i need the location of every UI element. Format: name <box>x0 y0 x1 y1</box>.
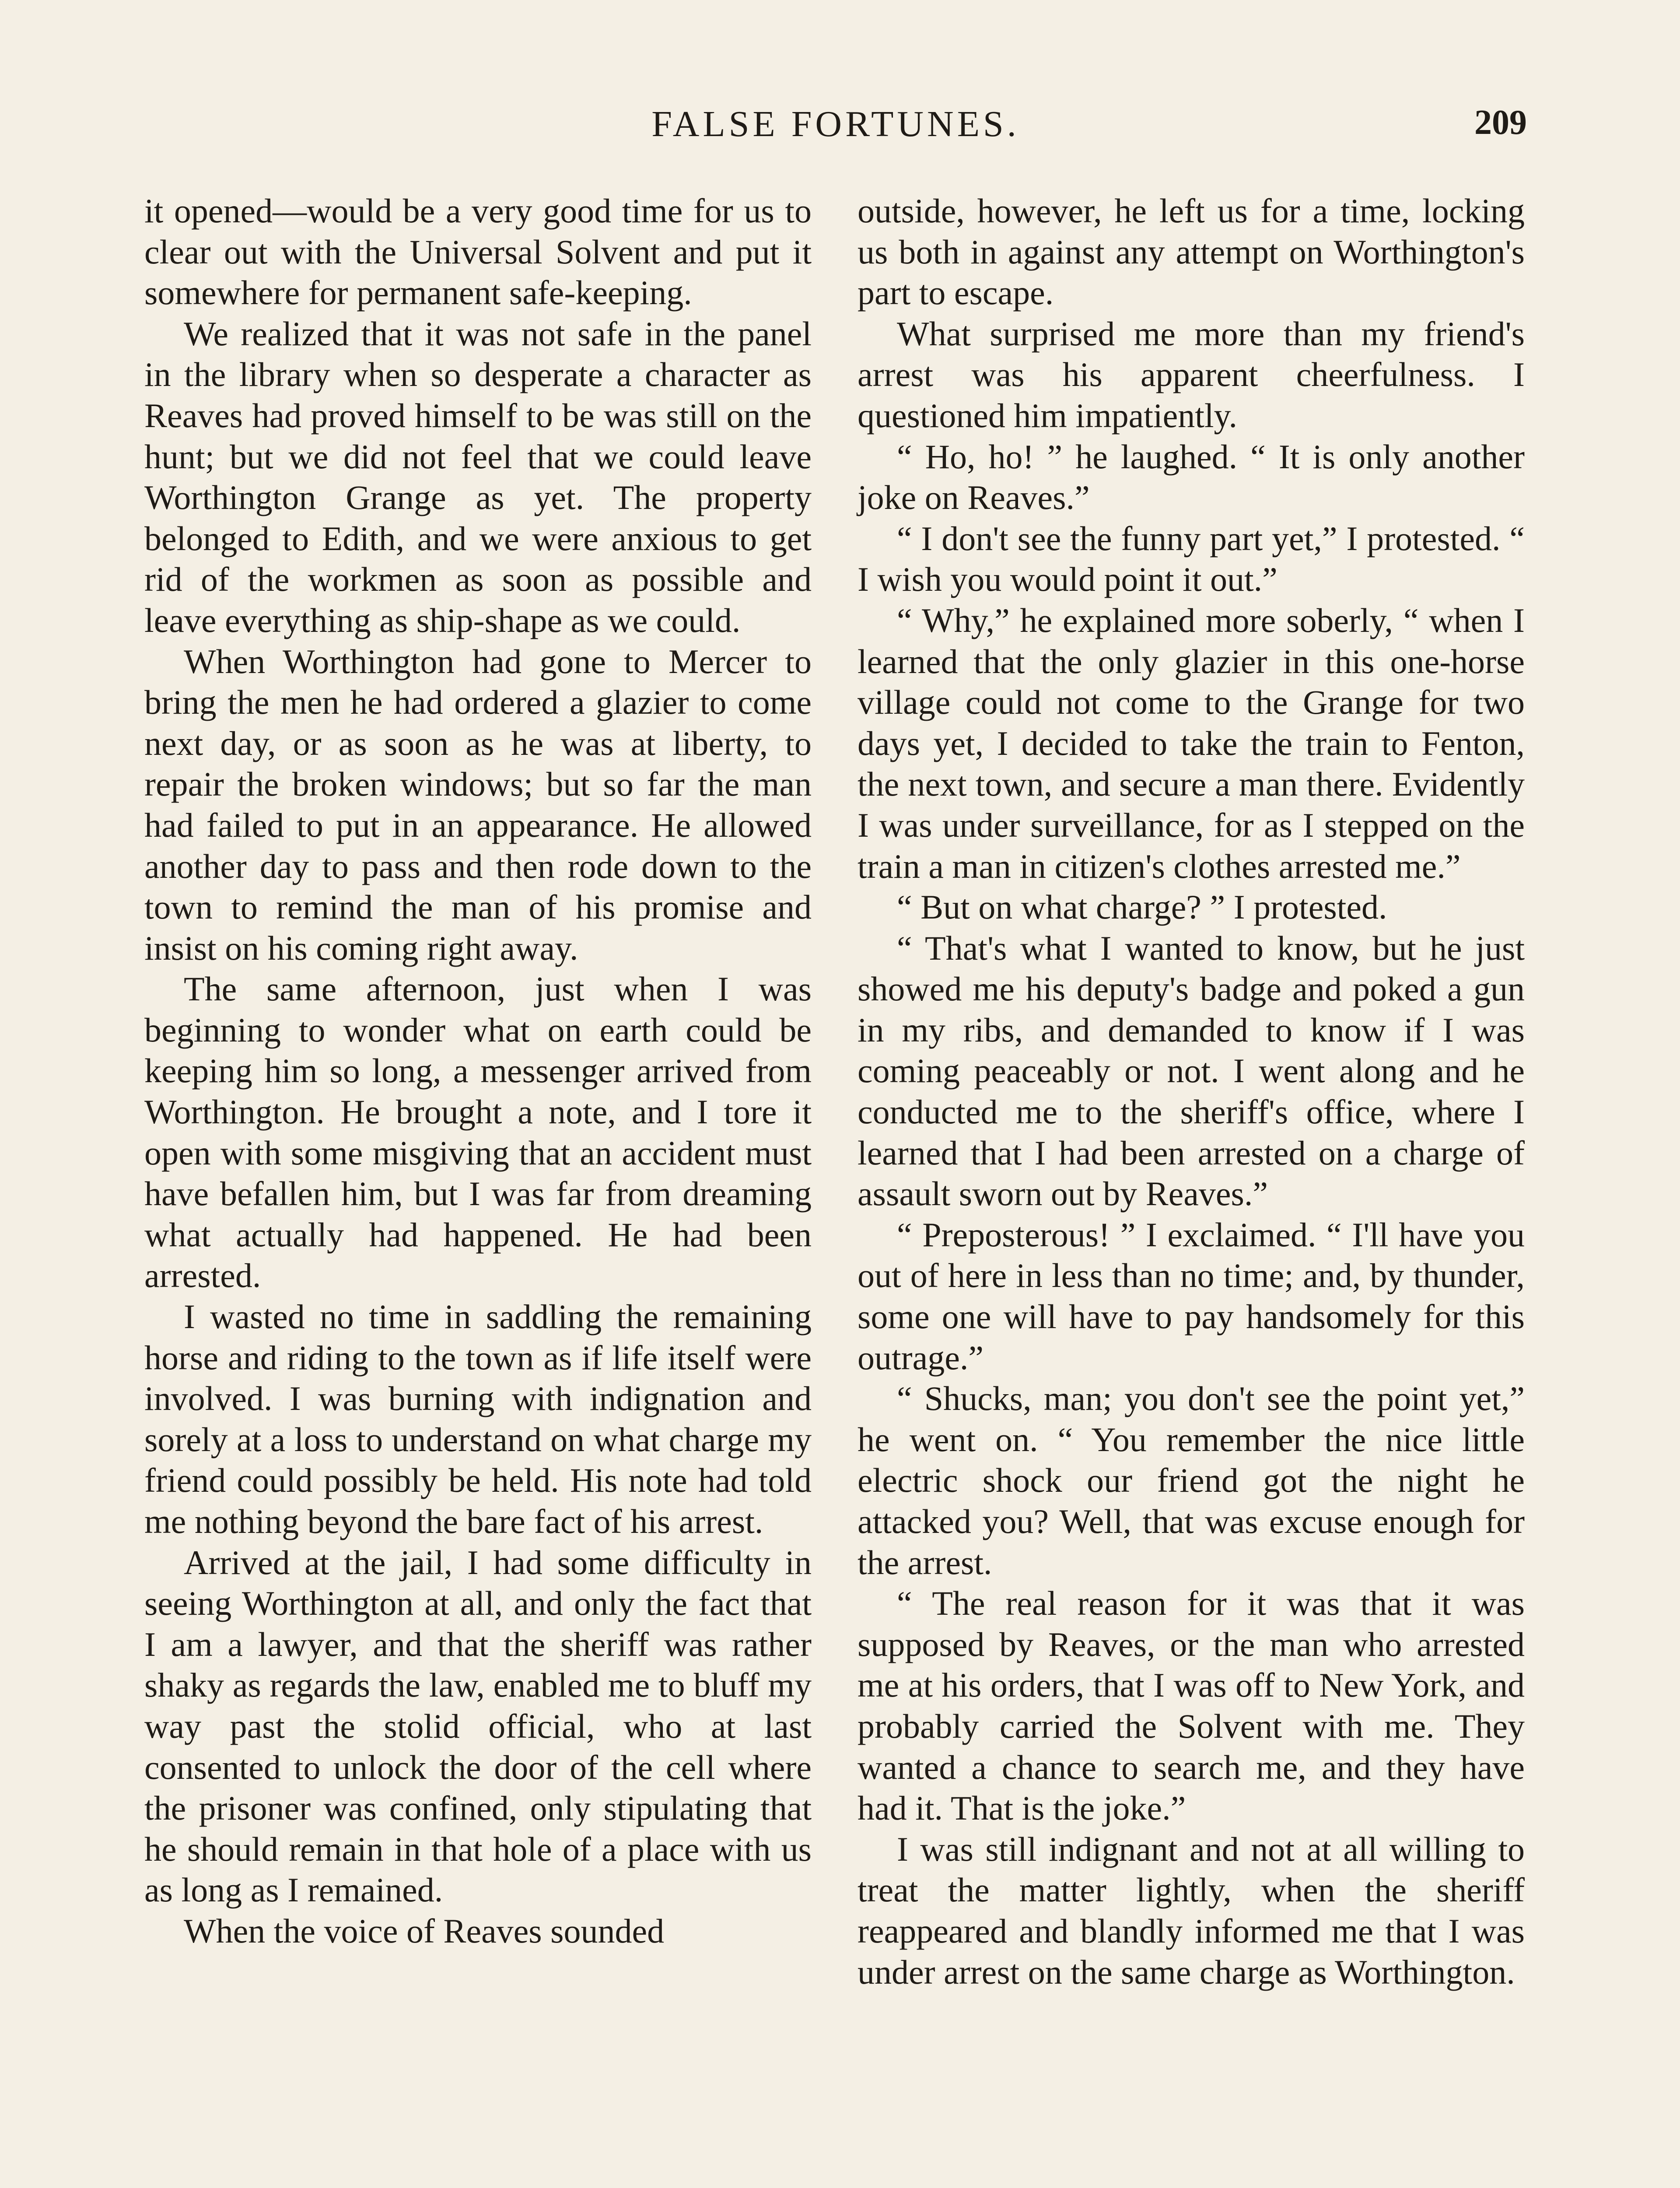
paragraph: “ Why,” he explained more soberly, “ when I learned that the only glazier in this one-horse village could not come to the Grange for two days yet, I decided to take the train to Fenton, the next town, and secure a man there. Evidently I was under surveillance, for as I stepped on the train a man in citizen's clothes arrested me.” <box>858 601 1525 885</box>
paragraph: When Worthington had gone to Mercer to bring the men he had ordered a glazier to come next day, or as soon as he was at liberty, to repair the broken windows; but so far the man had failed to put in an appearance. He allowed another day to pass and then rode down to the town to remind the man of his promise and insist on his coming right away. <box>144 642 812 967</box>
paragraph: Arrived at the jail, I had some difficulty in seeing Worthington at all, and only the fact that I am a lawyer, and that the sheriff was rather shaky as regards the law, enabled me to bluff my way past the stolid official, who at last consented to unlock the door of the cell where the prisoner was confined, only stipulating that he should remain in that hole of a place with us as long as I remained. <box>144 1543 812 1909</box>
page-header <box>144 103 1527 168</box>
paragraph: “ Preposterous! ” I exclaimed. “ I'll have you out of here in less than no time; and, by thunder, some one will have to pay handsomely for this outrage.” <box>858 1215 1525 1377</box>
paragraph: The same afternoon, just when I was beginning to wonder what on earth could be keeping him so long, a messenger arrived from Worthington. He brought a note, and I tore it open with some misgiving that an accident must have befallen him, but I was far from dreaming what actually had happened. He had been arrested. <box>144 970 812 1295</box>
paragraph: When the voice of Reaves sounded <box>184 1911 665 1950</box>
page-number: 209 <box>1474 103 1527 142</box>
left-column <box>144 190 812 1952</box>
paragraph: What surprised me more than my friend's arrest was his apparent cheerfulness. I questioned him impatiently. <box>858 314 1525 435</box>
right-column <box>858 190 1525 1992</box>
paragraph: “ I don't see the funny part yet,” I protested. “ I wish you would point it out.” <box>858 519 1525 599</box>
paragraph: “ The real reason for it was that it was supposed by Reaves, or the man who arrested me at his orders, that I was off to New York, and probably carried the Solvent with me. They wanted a chance to search me, and they have had it. That is the joke.” <box>858 1584 1525 1827</box>
paragraph: “ That's what I wanted to know, but he just showed me his deputy's badge and poked a gun in my ribs, and demanded to know if I was coming peaceably or not. I went along and he conducted me to the sheriff's office, where I learned that I had been arrested on a charge of assault sworn out by Reaves.” <box>858 929 1525 1213</box>
paragraph: I wasted no time in saddling the remaining horse and riding to the town as if life itself were involved. I was burning with indignation and sorely at a loss to understand on what charge my friend could possibly be held. His note had told me nothing beyond the bare fact of his arrest. <box>144 1297 812 1540</box>
paragraph: “ Shucks, man; you don't see the point yet,” he went on. “ You remember the nice little electric shock our friend got the night he attacked you? Well, that was excuse enough for the arrest. <box>858 1379 1525 1581</box>
paragraph: We realized that it was not safe in the panel in the library when so desperate a character as Reaves had proved himself to be was still on the hunt; but we did not feel that we could leave Worthington Grange as yet. The property belonged to Edith, and we were anxious to get rid of the workmen as soon as possible and leave everything as ship-shape as we could. <box>144 314 812 639</box>
paragraph: I was still indignant and not at all willing to treat the matter lightly, when the sheriff reappeared and blandly informed me that I was under arrest on the same charge as Worthington. <box>858 1830 1525 1991</box>
paragraph: “ But on what charge? ” I protested. <box>897 888 1387 926</box>
running-title: FALSE FORTUNES. <box>651 104 1020 144</box>
paragraph: outside, however, he left us for a time, locking us both in against any attempt on Worthington's part to escape. <box>858 192 1525 312</box>
paragraph: it opened—would be a very good time for us to clear out with the Universal Solvent and put it somewhere for permanent safe-keeping. <box>144 192 812 312</box>
paragraph: “ Ho, ho! ” he laughed. “ It is only another joke on Reaves.” <box>858 437 1525 517</box>
